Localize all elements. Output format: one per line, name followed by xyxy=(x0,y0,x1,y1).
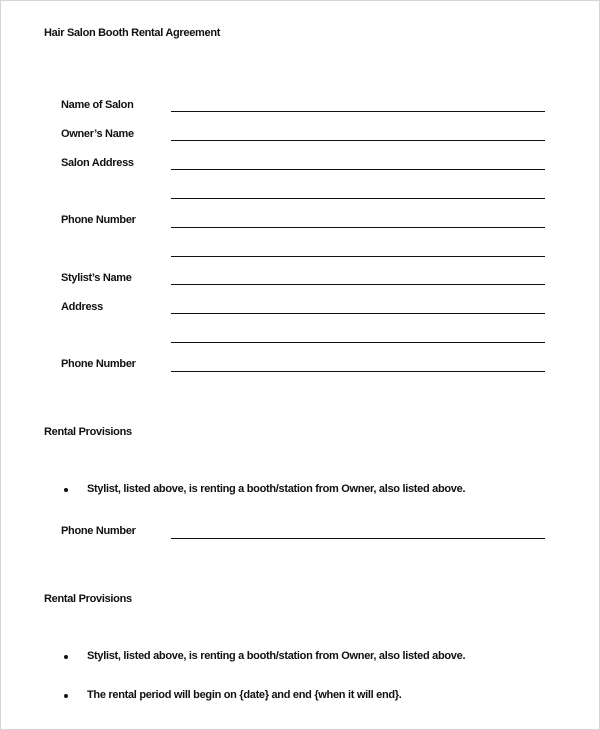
label-name-of-salon: Name of Salon xyxy=(61,99,134,111)
label-stylists-name: Stylist’s Name xyxy=(61,272,132,284)
field-line-stylists-name[interactable] xyxy=(171,284,545,285)
field-line-stylist-address-2[interactable] xyxy=(171,342,545,343)
bullet-icon xyxy=(64,694,68,698)
field-line-salon-address-1[interactable] xyxy=(171,169,545,170)
provision-item: Stylist, listed above, is renting a booth/station from Owner, also listed above. xyxy=(87,650,466,662)
provision-item: Stylist, listed above, is renting a booth/station from Owner, also listed above. xyxy=(87,483,466,495)
field-line-stylist-phone-number[interactable] xyxy=(171,371,545,372)
bullet-icon xyxy=(64,488,68,492)
label-salon-address: Salon Address xyxy=(61,157,134,169)
label-stylist-address: Address xyxy=(61,301,103,313)
field-line-stylist-address-1[interactable] xyxy=(171,313,545,314)
field-line-name-of-salon[interactable] xyxy=(171,111,545,112)
bullet-icon xyxy=(64,655,68,659)
provision-item: The rental period will begin on {date} and end {when it will end}. xyxy=(87,689,402,701)
field-line-phone-number[interactable] xyxy=(171,538,545,539)
label-phone-number: Phone Number xyxy=(61,525,136,537)
field-line-owner-extra[interactable] xyxy=(171,256,545,257)
field-line-salon-address-2[interactable] xyxy=(171,198,545,199)
label-owner-phone-number: Phone Number xyxy=(61,214,136,226)
field-line-owners-name[interactable] xyxy=(171,140,545,141)
section-heading-rental-provisions-2: Rental Provisions xyxy=(44,593,132,605)
document-title: Hair Salon Booth Rental Agreement xyxy=(44,27,221,39)
label-stylist-phone-number: Phone Number xyxy=(61,358,136,370)
section-heading-rental-provisions: Rental Provisions xyxy=(44,426,132,438)
label-owners-name: Owner’s Name xyxy=(61,128,134,140)
field-line-owner-phone-number[interactable] xyxy=(171,227,545,228)
